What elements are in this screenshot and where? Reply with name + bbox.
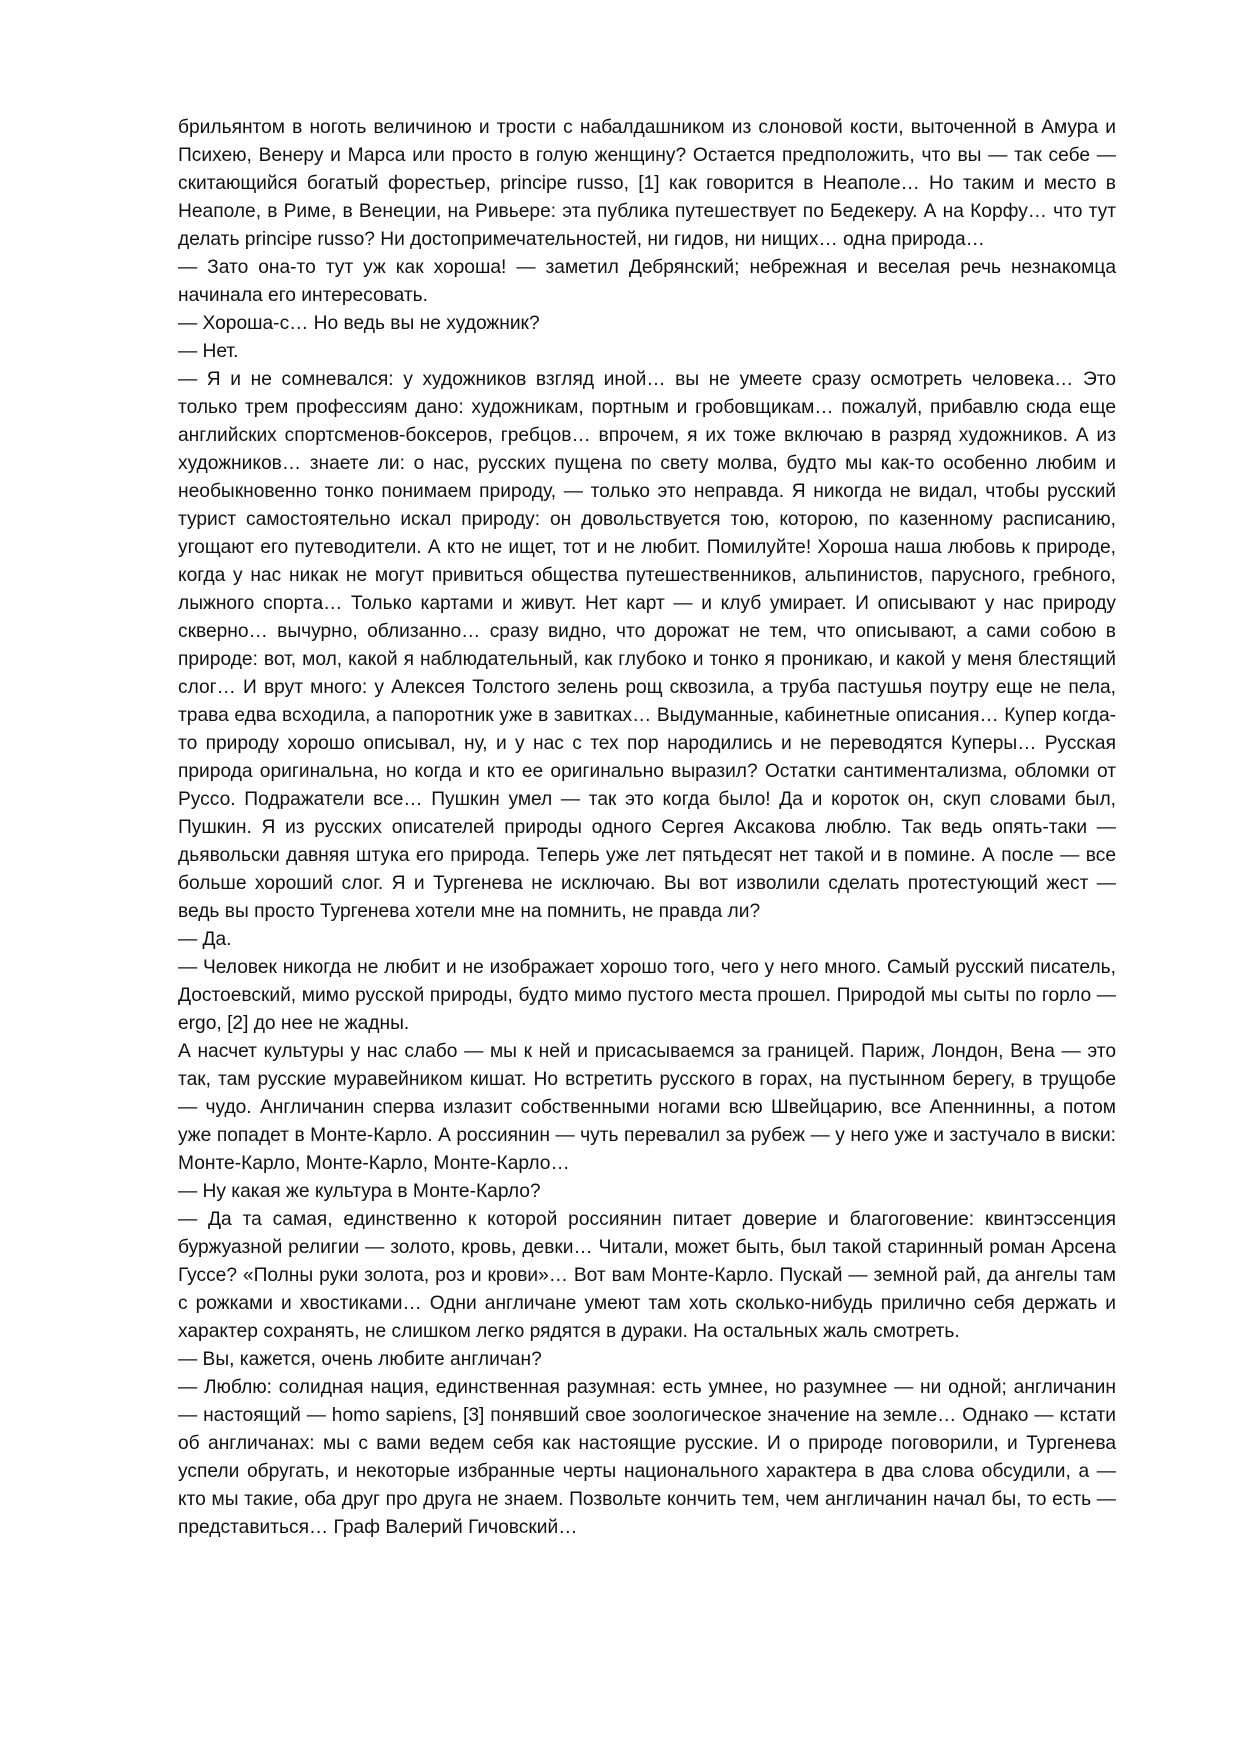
- paragraph: брильянтом в ноготь величиною и трости с набалдашником из слоновой кости, выточенной в Амура и Психею, Венеру и Марса или просто в голую женщину? Остается предположить, что вы — так себе — скитающийся богатый форестьер, principe russo, [1] как говорится в Неаполе… Но таким и место в Неаполе, в Риме, в Венеции, на Ривьере: эта публика путешествует по Бедекеру. А на Корфу… что тут делать principe russo? Ни достопримечательностей, ни гидов, ни нищих… одна природа…: [178, 117, 1116, 250]
- paragraph: — Я и не сомневался: у художников взгляд иной… вы не умеете сразу осмотреть человека… Это только трем профессиям дано: художникам, портным и гробовщикам… пожалуй, прибавлю сюда еще английских спортсменов-боксеров, гребцов… впрочем, я их тоже включаю в разряд художников. А из художников… знаете ли: о нас, русских пущена по свету молва, будто мы как-то особенно любим и необыкновенно тонко понимаем природу, — только это неправда. Я никогда не видал, чтобы русский турист самостоятельно искал природу: он довольствуется тою, которою, по казенному расписанию, угощают его путеводители. А кто не ищет, тот и не любит. Помилуйте! Хороша наша любовь к природе, когда у нас никак не могут привиться общества путешественников, альпинистов, парусного, гребного, лыжного спорта… Только картами и живут. Нет карт — и клуб умирает. И описывают у нас природу скверно… вычурно, облизанно… сразу видно, что дорожат не тем, что описывают, а сами собою в природе: вот, мол, какой я наблюдательный, как глубоко и тонко я проникаю, и какой у меня блестящий слог… И врут много: у Алексея Толстого зелень рощ сквозила, а труба пастушья поутру еще не пела, трава едва всходила, а папоротник уже в завитках… Выдуманные, кабинетные описания… Купер когда-то природу хорошо описывал, ну, и у нас с тех пор народились и не переводятся Куперы… Русская природа оригинальна, но когда и кто ее оригинально выразил? Остатки сантиментализма, обломки от Руссо. Подражатели все… Пушкин умел — так это когда было! Да и короток он, скуп словами был, Пушкин. Я из русских описателей природы одного Сергея Аксакова люблю. Так ведь опять-таки — дьявольски давняя штука его природа. Теперь уже лет пятьдесят нет такой и в помине. А после — все больше хороший слог. Я и Тургенева не исключаю. Вы вот изволили сделать протестующий жест — ведь вы просто Тургенева хотели мне на помнить, не правда ли?: [178, 369, 1116, 922]
- paragraph: — Да.: [178, 929, 232, 950]
- document-body: [178, 114, 1116, 1542]
- paragraph: — Люблю: солидная нация, единственная разумная: есть умнее, но разумнее — ни одной; англичанин — настоящий — homo sapiens, [3] понявший свое зоологическое значение на земле… Однако — кстати об англичанах: мы с вами ведем себя как настоящие русские. И о природе поговорили, и Тургенева успели обругать, и некоторые избранные черты национального характера в два слова обсудили, а — кто мы такие, оба друг про друга не знаем. Позвольте кончить тем, чем англичанин начал бы, то есть — представиться… Граф Валерий Гичовский…: [178, 1377, 1116, 1538]
- paragraph: А насчет культуры у нас слабо — мы к ней и присасываемся за границей. Париж, Лондон, Вена — это так, там русские муравейником кишат. Но встретить русского в горах, на пустынном берегу, в трущобе — чудо. Англичанин сперва излазит собственными ногами всю Швейцарию, все Апеннинны, а потом уже попадет в Монте-Карло. А россиянин — чуть перевалил за рубеж — у него уже и застучало в виски: Монте-Карло, Монте-Карло, Монте-Карло…: [178, 1041, 1116, 1174]
- paragraph: — Хороша-с… Но ведь вы не художник?: [178, 313, 540, 334]
- paragraph: — Человек никогда не любит и не изображает хорошо того, чего у него много. Самый русский писатель, Достоевский, мимо русской природы, будто мимо пустого места прошел. Природой мы сыты по горло — ergo, [2] до нее не жадны.: [178, 957, 1116, 1034]
- paragraph: — Да та самая, единственно к которой россиянин питает доверие и благоговение: квинтэссенция буржуазной религии — золото, кровь, девки… Читали, может быть, был такой старинный роман Арсена Гуссе? «Полны руки золота, роз и крови»… Вот вам Монте-Карло. Пускай — земной рай, да ангелы там с рожками и хвостиками… Одни англичане умеют там хоть сколько-нибудь прилично себя держать и характер сохранять, не слишком легко рядятся в дураки. На остальных жаль смотреть.: [178, 1209, 1116, 1342]
- paragraph: — Нет.: [178, 341, 239, 362]
- paragraph: — Вы, кажется, очень любите англичан?: [178, 1349, 542, 1370]
- paragraph: — Зато она-то тут уж как хороша! — заметил Дебрянский; небрежная и веселая речь незнакомца начинала его интересовать.: [178, 257, 1116, 306]
- paragraph: — Ну какая же культура в Монте-Карло?: [178, 1181, 541, 1202]
